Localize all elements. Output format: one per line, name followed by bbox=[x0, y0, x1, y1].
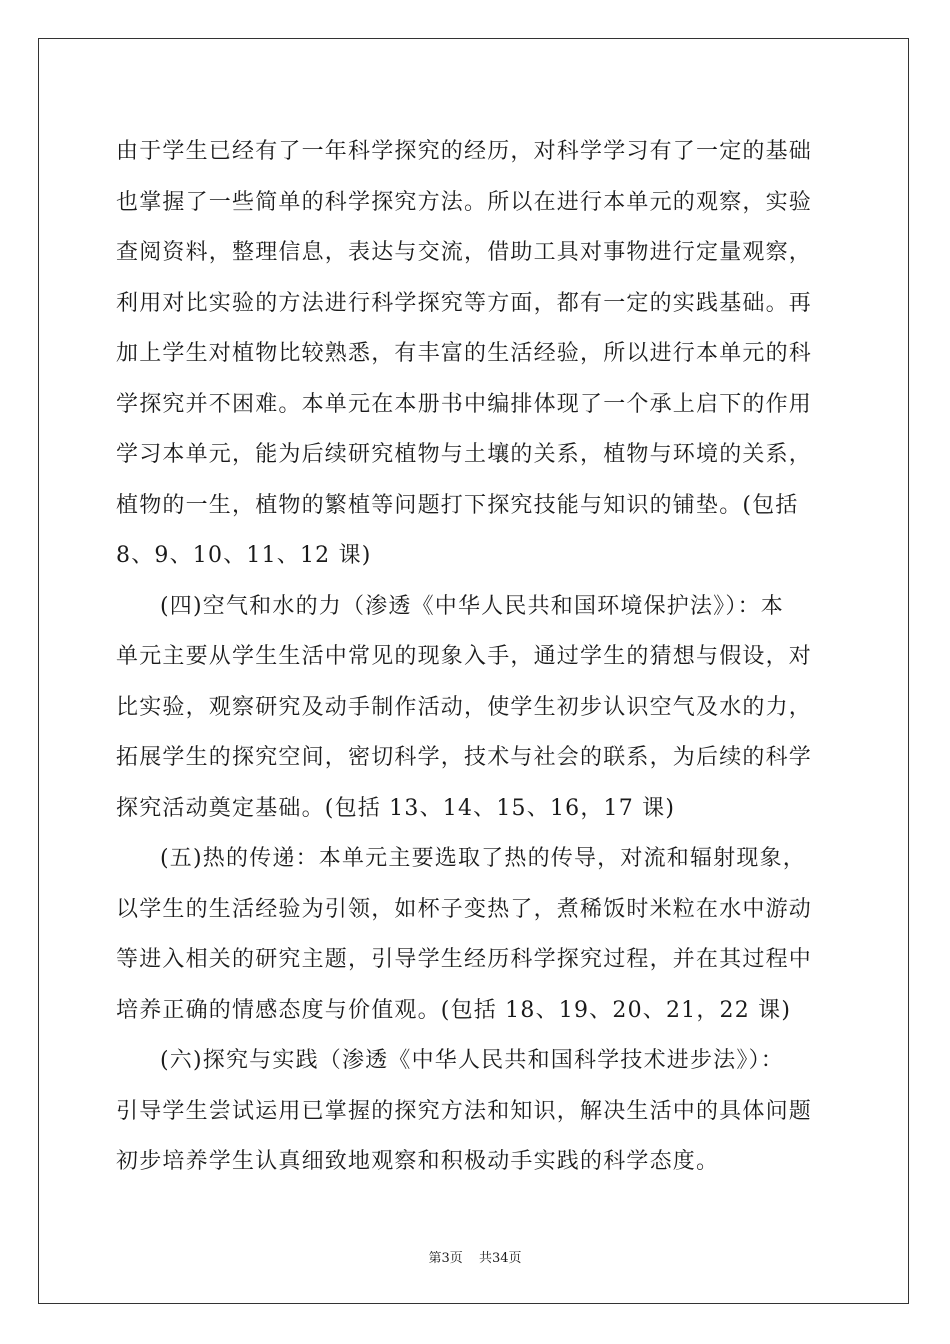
text-line: 也掌握了一些简单的科学探究方法。所以在进行本单元的观察，实验 bbox=[116, 189, 813, 215]
text-line: 利用对比实验的方法进行科学探究等方面，都有一定的实践基础。再 bbox=[116, 290, 813, 316]
text-line: 学习本单元，能为后续研究植物与土壤的关系，植物与环境的关系， bbox=[116, 442, 813, 467]
text-line: (四)空气和水的力（渗透《中华人民共和国环境保护法》）：本 bbox=[160, 593, 784, 619]
text-line: 查阅资料，整理信息，表达与交流，借助工具对事物进行定量观察， bbox=[116, 240, 813, 265]
text-line: 由于学生已经有了一年科学探究的经历，对科学学习有了一定的基础 bbox=[116, 139, 813, 164]
text-line: (五)热的传递：本单元主要选取了热的传导，对流和辐射现象， bbox=[160, 846, 806, 871]
page-total: 共34页 bbox=[478, 1251, 522, 1266]
text-line: (六)探究与实践（渗透《中华人民共和国科学技术进步法》）： bbox=[160, 1048, 784, 1073]
text-line: 学探究并不困难。本单元在本册书中编排体现了一个承上启下的作用 bbox=[116, 391, 813, 417]
page-footer bbox=[0, 1247, 950, 1266]
text-line: 初步培养学生认真细致地观察和积极动手实践的科学态度。 bbox=[116, 1149, 720, 1174]
text-line: 比实验，观察研究及动手制作活动，使学生初步认识空气及水的力， bbox=[116, 694, 813, 720]
text-line: 以学生的生活经验为引领，如杯子变热了，煮稀饭时米粒在水中游动 bbox=[116, 896, 813, 922]
text-line: 探究活动奠定基础。(包括 13、14、15、16，17 课) bbox=[116, 795, 676, 821]
page-number: 第3页 bbox=[428, 1251, 463, 1266]
text-line: 拓展学生的探究空间，密切科学，技术与社会的联系，为后续的科学 bbox=[116, 745, 813, 770]
text-line: 等进入相关的研究主题，引导学生经历科学探究过程，并在其过程中 bbox=[116, 947, 813, 972]
document-body bbox=[116, 127, 836, 1188]
text-line: 培养正确的情感态度与价值观。(包括 18、19、20、21，22 课) bbox=[116, 997, 792, 1023]
text-line: 8、9、10、11、12 课) bbox=[116, 543, 372, 568]
text-line: 植物的一生，植物的繁植等问题打下探究技能与知识的铺垫。(包括 bbox=[116, 492, 799, 518]
text-line: 单元主要从学生生活中常见的现象入手，通过学生的猜想与假设，对 bbox=[116, 644, 813, 669]
text-line: 加上学生对植物比较熟悉，有丰富的生活经验，所以进行本单元的科 bbox=[116, 341, 813, 366]
text-line: 引导学生尝试运用已掌握的探究方法和知识，解决生活中的具体问题 bbox=[116, 1098, 813, 1124]
